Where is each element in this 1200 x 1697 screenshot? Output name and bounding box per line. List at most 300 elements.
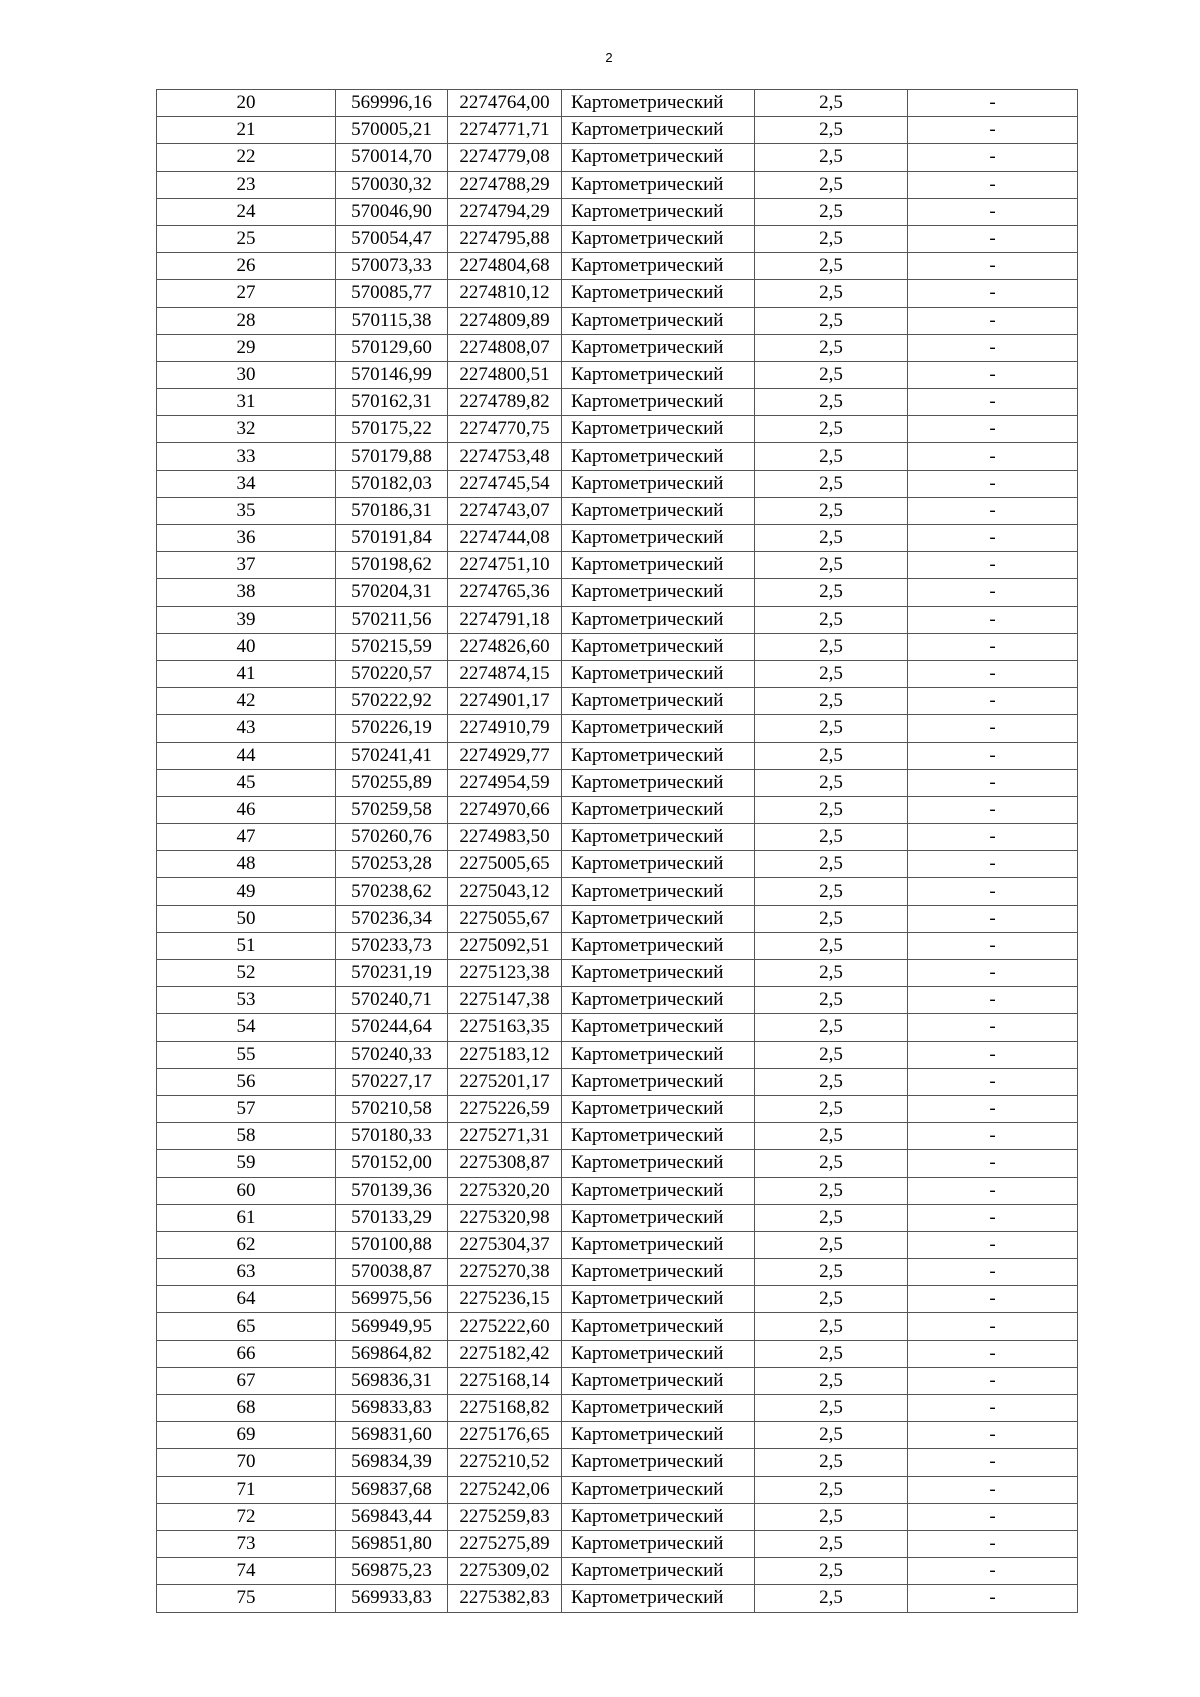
method-cell: Картометрический: [562, 497, 755, 524]
x-coordinate-cell: 570231,19: [336, 960, 448, 987]
point-number-cell: 50: [157, 905, 336, 932]
y-coordinate-cell: 2275382,83: [448, 1585, 562, 1612]
accuracy-cell: 2,5: [755, 552, 908, 579]
method-cell: Картометрический: [562, 1286, 755, 1313]
y-coordinate-cell: 2274753,48: [448, 443, 562, 470]
accuracy-cell: 2,5: [755, 1367, 908, 1394]
x-coordinate-cell: 570162,31: [336, 389, 448, 416]
accuracy-cell: 2,5: [755, 1503, 908, 1530]
point-number-cell: 63: [157, 1259, 336, 1286]
point-number-cell: 39: [157, 606, 336, 633]
y-coordinate-cell: 2275309,02: [448, 1558, 562, 1585]
description-cell: -: [908, 1095, 1078, 1122]
table-row: [157, 470, 1078, 497]
description-cell: -: [908, 796, 1078, 823]
table-row: [157, 1150, 1078, 1177]
accuracy-cell: 2,5: [755, 1123, 908, 1150]
description-cell: -: [908, 1150, 1078, 1177]
table-row: [157, 144, 1078, 171]
point-number-cell: 73: [157, 1530, 336, 1557]
y-coordinate-cell: 2274810,12: [448, 280, 562, 307]
x-coordinate-cell: 570198,62: [336, 552, 448, 579]
x-coordinate-cell: 570180,33: [336, 1123, 448, 1150]
accuracy-cell: 2,5: [755, 1585, 908, 1612]
table-row: [157, 443, 1078, 470]
table-row: [157, 1041, 1078, 1068]
point-number-cell: 57: [157, 1095, 336, 1122]
method-cell: Картометрический: [562, 280, 755, 307]
point-number-cell: 28: [157, 307, 336, 334]
x-coordinate-cell: 570244,64: [336, 1014, 448, 1041]
table-row: [157, 334, 1078, 361]
coordinates-table: [156, 89, 1078, 1613]
accuracy-cell: 2,5: [755, 633, 908, 660]
accuracy-cell: 2,5: [755, 606, 908, 633]
description-cell: -: [908, 960, 1078, 987]
x-coordinate-cell: 570085,77: [336, 280, 448, 307]
x-coordinate-cell: 570100,88: [336, 1231, 448, 1258]
method-cell: Картометрический: [562, 796, 755, 823]
point-number-cell: 54: [157, 1014, 336, 1041]
method-cell: Картометрический: [562, 334, 755, 361]
point-number-cell: 67: [157, 1367, 336, 1394]
description-cell: -: [908, 824, 1078, 851]
point-number-cell: 36: [157, 525, 336, 552]
x-coordinate-cell: 570210,58: [336, 1095, 448, 1122]
description-cell: -: [908, 198, 1078, 225]
description-cell: -: [908, 470, 1078, 497]
point-number-cell: 37: [157, 552, 336, 579]
accuracy-cell: 2,5: [755, 307, 908, 334]
method-cell: Картометрический: [562, 443, 755, 470]
table-row: [157, 1449, 1078, 1476]
method-cell: Картометрический: [562, 824, 755, 851]
x-coordinate-cell: 570253,28: [336, 851, 448, 878]
method-cell: Картометрический: [562, 525, 755, 552]
point-number-cell: 59: [157, 1150, 336, 1177]
accuracy-cell: 2,5: [755, 253, 908, 280]
x-coordinate-cell: 570240,71: [336, 987, 448, 1014]
point-number-cell: 21: [157, 117, 336, 144]
x-coordinate-cell: 570259,58: [336, 796, 448, 823]
method-cell: Картометрический: [562, 905, 755, 932]
table-row: [157, 1095, 1078, 1122]
accuracy-cell: 2,5: [755, 796, 908, 823]
description-cell: -: [908, 1367, 1078, 1394]
method-cell: Картометрический: [562, 1476, 755, 1503]
description-cell: -: [908, 1395, 1078, 1422]
method-cell: Картометрический: [562, 851, 755, 878]
description-cell: -: [908, 905, 1078, 932]
point-number-cell: 64: [157, 1286, 336, 1313]
x-coordinate-cell: 570222,92: [336, 688, 448, 715]
description-cell: -: [908, 1286, 1078, 1313]
description-cell: -: [908, 769, 1078, 796]
x-coordinate-cell: 569836,31: [336, 1367, 448, 1394]
method-cell: Картометрический: [562, 1231, 755, 1258]
method-cell: Картометрический: [562, 932, 755, 959]
description-cell: -: [908, 1449, 1078, 1476]
description-cell: -: [908, 851, 1078, 878]
x-coordinate-cell: 569864,82: [336, 1340, 448, 1367]
description-cell: -: [908, 1204, 1078, 1231]
method-cell: Картометрический: [562, 1367, 755, 1394]
accuracy-cell: 2,5: [755, 960, 908, 987]
x-coordinate-cell: 570133,29: [336, 1204, 448, 1231]
accuracy-cell: 2,5: [755, 824, 908, 851]
accuracy-cell: 2,5: [755, 1231, 908, 1258]
y-coordinate-cell: 2275176,65: [448, 1422, 562, 1449]
method-cell: Картометрический: [562, 1530, 755, 1557]
y-coordinate-cell: 2275147,38: [448, 987, 562, 1014]
table-row: [157, 633, 1078, 660]
y-coordinate-cell: 2275320,20: [448, 1177, 562, 1204]
description-cell: -: [908, 606, 1078, 633]
description-cell: -: [908, 1068, 1078, 1095]
description-cell: -: [908, 1177, 1078, 1204]
method-cell: Картометрический: [562, 144, 755, 171]
accuracy-cell: 2,5: [755, 361, 908, 388]
table-row: [157, 525, 1078, 552]
description-cell: -: [908, 389, 1078, 416]
accuracy-cell: 2,5: [755, 1095, 908, 1122]
accuracy-cell: 2,5: [755, 1449, 908, 1476]
table-row: [157, 117, 1078, 144]
point-number-cell: 44: [157, 742, 336, 769]
y-coordinate-cell: 2275201,17: [448, 1068, 562, 1095]
point-number-cell: 31: [157, 389, 336, 416]
description-cell: -: [908, 1530, 1078, 1557]
accuracy-cell: 2,5: [755, 389, 908, 416]
table-row: [157, 198, 1078, 225]
y-coordinate-cell: 2275222,60: [448, 1313, 562, 1340]
method-cell: Картометрический: [562, 253, 755, 280]
x-coordinate-cell: 570182,03: [336, 470, 448, 497]
coordinates-table-body: [157, 90, 1078, 1613]
x-coordinate-cell: 570211,56: [336, 606, 448, 633]
y-coordinate-cell: 2274794,29: [448, 198, 562, 225]
accuracy-cell: 2,5: [755, 715, 908, 742]
method-cell: Картометрический: [562, 1204, 755, 1231]
accuracy-cell: 2,5: [755, 1041, 908, 1068]
y-coordinate-cell: 2274744,08: [448, 525, 562, 552]
y-coordinate-cell: 2275168,82: [448, 1395, 562, 1422]
accuracy-cell: 2,5: [755, 1150, 908, 1177]
y-coordinate-cell: 2274983,50: [448, 824, 562, 851]
accuracy-cell: 2,5: [755, 1340, 908, 1367]
table-row: [157, 579, 1078, 606]
description-cell: -: [908, 416, 1078, 443]
method-cell: Картометрический: [562, 1449, 755, 1476]
description-cell: -: [908, 144, 1078, 171]
description-cell: -: [908, 1340, 1078, 1367]
table-row: [157, 878, 1078, 905]
y-coordinate-cell: 2275210,52: [448, 1449, 562, 1476]
y-coordinate-cell: 2274826,60: [448, 633, 562, 660]
description-cell: -: [908, 280, 1078, 307]
x-coordinate-cell: 570191,84: [336, 525, 448, 552]
x-coordinate-cell: 570139,36: [336, 1177, 448, 1204]
y-coordinate-cell: 2274751,10: [448, 552, 562, 579]
accuracy-cell: 2,5: [755, 144, 908, 171]
description-cell: -: [908, 1014, 1078, 1041]
point-number-cell: 52: [157, 960, 336, 987]
point-number-cell: 47: [157, 824, 336, 851]
y-coordinate-cell: 2274764,00: [448, 90, 562, 117]
method-cell: Картометрический: [562, 1014, 755, 1041]
description-cell: -: [908, 688, 1078, 715]
table-row: [157, 171, 1078, 198]
x-coordinate-cell: 569834,39: [336, 1449, 448, 1476]
description-cell: -: [908, 552, 1078, 579]
description-cell: -: [908, 1422, 1078, 1449]
point-number-cell: 49: [157, 878, 336, 905]
x-coordinate-cell: 570226,19: [336, 715, 448, 742]
table-row: [157, 824, 1078, 851]
point-number-cell: 74: [157, 1558, 336, 1585]
point-number-cell: 65: [157, 1313, 336, 1340]
description-cell: -: [908, 1476, 1078, 1503]
description-cell: -: [908, 579, 1078, 606]
y-coordinate-cell: 2274954,59: [448, 769, 562, 796]
point-number-cell: 42: [157, 688, 336, 715]
x-coordinate-cell: 570179,88: [336, 443, 448, 470]
method-cell: Картометрический: [562, 1259, 755, 1286]
y-coordinate-cell: 2275308,87: [448, 1150, 562, 1177]
description-cell: -: [908, 932, 1078, 959]
accuracy-cell: 2,5: [755, 1286, 908, 1313]
x-coordinate-cell: 570146,99: [336, 361, 448, 388]
accuracy-cell: 2,5: [755, 1422, 908, 1449]
y-coordinate-cell: 2274743,07: [448, 497, 562, 524]
point-number-cell: 48: [157, 851, 336, 878]
method-cell: Картометрический: [562, 1177, 755, 1204]
description-cell: -: [908, 1231, 1078, 1258]
accuracy-cell: 2,5: [755, 1259, 908, 1286]
table-row: [157, 225, 1078, 252]
y-coordinate-cell: 2275055,67: [448, 905, 562, 932]
point-number-cell: 41: [157, 660, 336, 687]
y-coordinate-cell: 2274789,82: [448, 389, 562, 416]
point-number-cell: 53: [157, 987, 336, 1014]
y-coordinate-cell: 2274795,88: [448, 225, 562, 252]
description-cell: -: [908, 1313, 1078, 1340]
point-number-cell: 55: [157, 1041, 336, 1068]
table-row: [157, 1014, 1078, 1041]
accuracy-cell: 2,5: [755, 1558, 908, 1585]
table-row: [157, 796, 1078, 823]
accuracy-cell: 2,5: [755, 1204, 908, 1231]
point-number-cell: 43: [157, 715, 336, 742]
point-number-cell: 71: [157, 1476, 336, 1503]
method-cell: Картометрический: [562, 1558, 755, 1585]
accuracy-cell: 2,5: [755, 878, 908, 905]
accuracy-cell: 2,5: [755, 769, 908, 796]
x-coordinate-cell: 570240,33: [336, 1041, 448, 1068]
y-coordinate-cell: 2274770,75: [448, 416, 562, 443]
description-cell: -: [908, 253, 1078, 280]
x-coordinate-cell: 570215,59: [336, 633, 448, 660]
x-coordinate-cell: 570014,70: [336, 144, 448, 171]
point-number-cell: 38: [157, 579, 336, 606]
method-cell: Картометрический: [562, 361, 755, 388]
y-coordinate-cell: 2274929,77: [448, 742, 562, 769]
y-coordinate-cell: 2275275,89: [448, 1530, 562, 1557]
point-number-cell: 56: [157, 1068, 336, 1095]
table-row: [157, 987, 1078, 1014]
x-coordinate-cell: 570152,00: [336, 1150, 448, 1177]
accuracy-cell: 2,5: [755, 280, 908, 307]
x-coordinate-cell: 570220,57: [336, 660, 448, 687]
x-coordinate-cell: 569933,83: [336, 1585, 448, 1612]
method-cell: Картометрический: [562, 171, 755, 198]
accuracy-cell: 2,5: [755, 1313, 908, 1340]
method-cell: Картометрический: [562, 715, 755, 742]
table-row: [157, 280, 1078, 307]
description-cell: -: [908, 334, 1078, 361]
point-number-cell: 24: [157, 198, 336, 225]
table-row: [157, 606, 1078, 633]
accuracy-cell: 2,5: [755, 497, 908, 524]
accuracy-cell: 2,5: [755, 171, 908, 198]
x-coordinate-cell: 570030,32: [336, 171, 448, 198]
x-coordinate-cell: 570005,21: [336, 117, 448, 144]
method-cell: Картометрический: [562, 660, 755, 687]
point-number-cell: 69: [157, 1422, 336, 1449]
method-cell: Картометрический: [562, 742, 755, 769]
accuracy-cell: 2,5: [755, 905, 908, 932]
y-coordinate-cell: 2275163,35: [448, 1014, 562, 1041]
y-coordinate-cell: 2275123,38: [448, 960, 562, 987]
method-cell: Картометрический: [562, 688, 755, 715]
table-row: [157, 905, 1078, 932]
method-cell: Картометрический: [562, 1095, 755, 1122]
y-coordinate-cell: 2275259,83: [448, 1503, 562, 1530]
table-row: [157, 1231, 1078, 1258]
accuracy-cell: 2,5: [755, 851, 908, 878]
accuracy-cell: 2,5: [755, 334, 908, 361]
x-coordinate-cell: 569851,80: [336, 1530, 448, 1557]
accuracy-cell: 2,5: [755, 579, 908, 606]
y-coordinate-cell: 2275236,15: [448, 1286, 562, 1313]
x-coordinate-cell: 570233,73: [336, 932, 448, 959]
point-number-cell: 32: [157, 416, 336, 443]
description-cell: -: [908, 633, 1078, 660]
description-cell: -: [908, 715, 1078, 742]
method-cell: Картометрический: [562, 90, 755, 117]
method-cell: Картометрический: [562, 198, 755, 225]
y-coordinate-cell: 2274809,89: [448, 307, 562, 334]
point-number-cell: 27: [157, 280, 336, 307]
accuracy-cell: 2,5: [755, 932, 908, 959]
point-number-cell: 35: [157, 497, 336, 524]
x-coordinate-cell: 569843,44: [336, 1503, 448, 1530]
method-cell: Картометрический: [562, 307, 755, 334]
table-row: [157, 1204, 1078, 1231]
description-cell: -: [908, 307, 1078, 334]
description-cell: -: [908, 497, 1078, 524]
table-row: [157, 1177, 1078, 1204]
x-coordinate-cell: 570260,76: [336, 824, 448, 851]
table-row: [157, 851, 1078, 878]
point-number-cell: 20: [157, 90, 336, 117]
y-coordinate-cell: 2275043,12: [448, 878, 562, 905]
table-row: [157, 1259, 1078, 1286]
method-cell: Картометрический: [562, 552, 755, 579]
point-number-cell: 40: [157, 633, 336, 660]
method-cell: Картометрический: [562, 225, 755, 252]
accuracy-cell: 2,5: [755, 198, 908, 225]
method-cell: Картометрический: [562, 1395, 755, 1422]
x-coordinate-cell: 569975,56: [336, 1286, 448, 1313]
accuracy-cell: 2,5: [755, 1530, 908, 1557]
table-row: [157, 1422, 1078, 1449]
x-coordinate-cell: 570038,87: [336, 1259, 448, 1286]
method-cell: Картометрический: [562, 389, 755, 416]
x-coordinate-cell: 569949,95: [336, 1313, 448, 1340]
y-coordinate-cell: 2274779,08: [448, 144, 562, 171]
table-row: [157, 552, 1078, 579]
y-coordinate-cell: 2275168,14: [448, 1367, 562, 1394]
x-coordinate-cell: 570073,33: [336, 253, 448, 280]
point-number-cell: 22: [157, 144, 336, 171]
description-cell: -: [908, 742, 1078, 769]
table-row: [157, 1476, 1078, 1503]
accuracy-cell: 2,5: [755, 225, 908, 252]
y-coordinate-cell: 2275320,98: [448, 1204, 562, 1231]
table-row: [157, 1068, 1078, 1095]
method-cell: Картометрический: [562, 633, 755, 660]
x-coordinate-cell: 569875,23: [336, 1558, 448, 1585]
table-row: [157, 660, 1078, 687]
y-coordinate-cell: 2275092,51: [448, 932, 562, 959]
x-coordinate-cell: 570227,17: [336, 1068, 448, 1095]
method-cell: Картометрический: [562, 606, 755, 633]
table-row: [157, 932, 1078, 959]
accuracy-cell: 2,5: [755, 117, 908, 144]
x-coordinate-cell: 569831,60: [336, 1422, 448, 1449]
method-cell: Картометрический: [562, 1150, 755, 1177]
point-number-cell: 61: [157, 1204, 336, 1231]
accuracy-cell: 2,5: [755, 416, 908, 443]
table-row: [157, 1367, 1078, 1394]
y-coordinate-cell: 2275183,12: [448, 1041, 562, 1068]
table-row: [157, 1503, 1078, 1530]
table-row: [157, 90, 1078, 117]
y-coordinate-cell: 2274808,07: [448, 334, 562, 361]
y-coordinate-cell: 2274874,15: [448, 660, 562, 687]
table-row: [157, 253, 1078, 280]
y-coordinate-cell: 2275304,37: [448, 1231, 562, 1258]
x-coordinate-cell: 569837,68: [336, 1476, 448, 1503]
y-coordinate-cell: 2274970,66: [448, 796, 562, 823]
accuracy-cell: 2,5: [755, 660, 908, 687]
table-row: [157, 1585, 1078, 1612]
description-cell: -: [908, 525, 1078, 552]
y-coordinate-cell: 2275182,42: [448, 1340, 562, 1367]
table-row: [157, 688, 1078, 715]
x-coordinate-cell: 569833,83: [336, 1395, 448, 1422]
table-row: [157, 389, 1078, 416]
description-cell: -: [908, 987, 1078, 1014]
point-number-cell: 72: [157, 1503, 336, 1530]
y-coordinate-cell: 2275271,31: [448, 1123, 562, 1150]
description-cell: -: [908, 1585, 1078, 1612]
method-cell: Картометрический: [562, 987, 755, 1014]
method-cell: Картометрический: [562, 1123, 755, 1150]
accuracy-cell: 2,5: [755, 987, 908, 1014]
point-number-cell: 25: [157, 225, 336, 252]
